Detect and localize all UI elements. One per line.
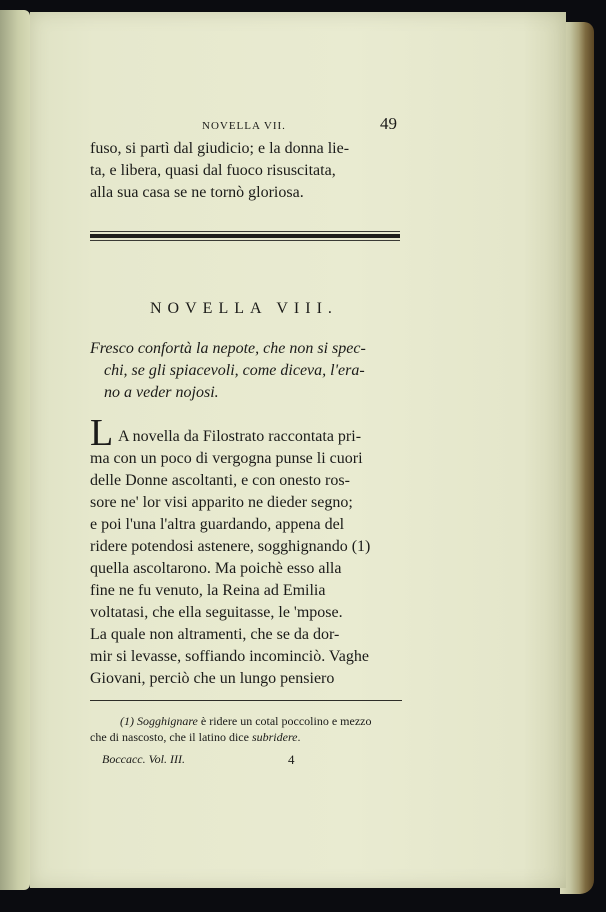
body-line: mir si levasse, soffiando incominciò. Vaghe [90,648,369,665]
summary-line: Fresco confortà la nepote, che non si spec- [90,340,366,357]
body-line: sore ne' lor visi apparito ne dieder segno; [90,494,353,511]
body-line: voltatasi, che ella seguitasse, le 'mpose. [90,604,343,621]
summary-line: no a veder nojosi. [104,384,219,401]
body-line: ridere potendosi astenere, sogghignando (1) [90,538,371,555]
footnote-marker: (1) [120,714,134,728]
body-line: quella ascoltarono. Ma poichè esso alla [90,560,342,577]
signature-number: 4 [288,752,295,767]
running-head: NOVELLA VII. [202,120,286,132]
page-number: 49 [380,114,397,133]
book-page [30,12,566,888]
ornamental-rule-top [90,231,400,232]
body-line: e poi l'una l'altra guardando, appena del [90,516,345,533]
drop-initial: L [90,412,114,454]
body-line: Giovani, perciò che un lungo pensiero [90,670,335,687]
body-line: A novella da Filostrato raccontata pri- [118,428,362,445]
body-line: fine ne fu venuto, la Reina ad Emilia [90,582,326,599]
footnote-text: . [297,730,301,744]
body-line: delle Donne ascoltanti, e con onesto ros- [90,472,350,489]
footnote-term: Sogghignare [137,714,198,728]
signature-label: Boccacc. Vol. III. [102,752,185,766]
body-line: ma con un poco di vergogna punse li cuori [90,450,363,467]
prev-text-line: ta, e libera, quasi dal fuoco risuscitata, [90,162,336,179]
prev-text-line: alla sua casa se ne tornò gloriosa. [90,184,304,201]
footnote-separator [90,700,402,701]
summary-line: chi, se gli spiacevoli, come diceva, l'era- [104,362,365,379]
prev-text-line: fuso, si partì dal giudicio; e la donna lie- [90,140,350,157]
footnote-text: è ridere un cotal poccolino e mezzo [197,714,372,728]
body-line: La quale non altramenti, che se da dor- [90,626,340,643]
footnote-text: che di nascosto, che il latino dice [90,730,252,744]
footnote-line [120,714,371,729]
footnote-term: subridere [251,730,298,744]
ornamental-rule [90,234,400,238]
ornamental-rule-bottom [90,240,400,241]
novella-title: NOVELLA VIII. [150,300,338,317]
left-page-edge [0,10,30,890]
footnote-line [90,730,301,745]
